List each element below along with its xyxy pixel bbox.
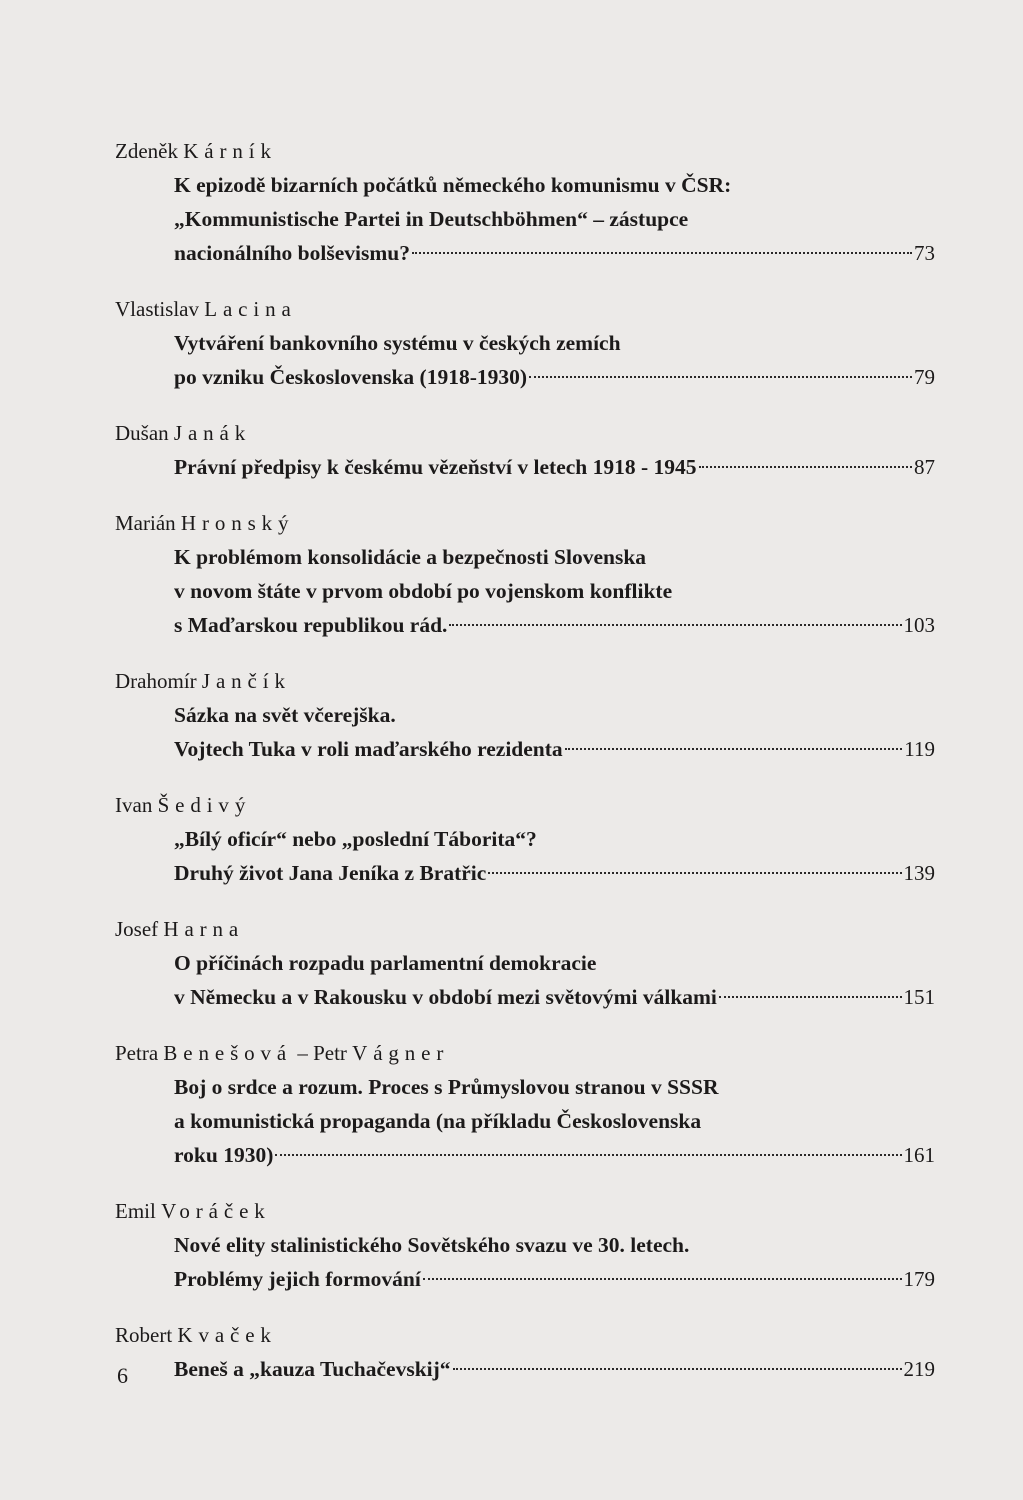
author-surname: Kvaček <box>177 1323 277 1347</box>
title-line: roku 1930) <box>174 1143 274 1167</box>
author-first-name: Petra <box>115 1041 159 1065</box>
title-line: O příčinách rozpadu parlamentní demokracie <box>174 951 597 975</box>
title-line: Druhý život Jana Jeníka z Bratřic <box>174 861 487 885</box>
page-reference: 139 <box>903 861 935 885</box>
page-reference: 87 <box>914 455 935 479</box>
author-surname: Benešová <box>163 1041 293 1065</box>
author-surname: Harna <box>163 917 245 941</box>
author-name <box>115 134 935 168</box>
title-line: „Bílý oficír“ nebo „poslední Táborita“? <box>174 827 537 851</box>
author-surname: Voráček <box>161 1199 271 1223</box>
author-name <box>115 788 935 822</box>
author-surname: Hronský <box>180 511 295 535</box>
chapter-title <box>174 540 935 642</box>
author-first-name: Ivan <box>115 793 153 817</box>
dot-leader <box>488 872 901 874</box>
toc-entry <box>115 134 935 270</box>
title-line: Právní předpisy k českému vězeňství v letech 1918 - 1945 <box>174 455 697 479</box>
title-line: K problémom konsolidácie a bezpečnosti Slovenska <box>174 545 647 569</box>
title-line: nacionálního bolševismu? <box>174 241 410 265</box>
author-surname: Jančík <box>201 669 291 693</box>
title-line: v novom štáte v prvom období po vojenskom konflikte <box>174 579 673 603</box>
title-line: Vojtech Tuka v roli maďarského rezidenta <box>174 737 563 761</box>
title-line: po vzniku Československa (1918-1930) <box>174 365 528 389</box>
title-line: „Kommunistische Partei in Deutschböhmen“ – zástupce <box>174 207 689 231</box>
page-reference: 151 <box>903 985 935 1009</box>
title-line: a komunistická propaganda (na příkladu Československa <box>174 1109 702 1133</box>
author-first-name: Josef <box>115 917 159 941</box>
toc-entry <box>115 506 935 642</box>
page-reference: 219 <box>903 1357 935 1381</box>
chapter-title <box>174 1228 935 1296</box>
author-name <box>115 1318 935 1352</box>
title-line-with-page <box>174 1138 935 1172</box>
author-first-name: Dušan <box>115 421 169 445</box>
title-line: Vytváření bankovního systému v českých zemích <box>174 331 621 355</box>
toc-entry <box>115 788 935 890</box>
title-line: v Německu a v Rakousku v období mezi světovými válkami <box>174 985 717 1009</box>
title-line-with-page <box>174 732 935 766</box>
dot-leader <box>529 376 912 378</box>
title-line-with-page <box>174 236 935 270</box>
page-reference: 73 <box>914 241 935 265</box>
title-line: s Maďarskou republikou rád. <box>174 613 448 637</box>
author-name <box>115 506 935 540</box>
toc-entry <box>115 664 935 766</box>
title-line: Boj o srdce a rozum. Proces s Průmyslovou stranou v SSSR <box>174 1075 719 1099</box>
author-name <box>115 912 935 946</box>
chapter-title <box>174 326 935 394</box>
page-reference: 79 <box>914 365 935 389</box>
toc-entry <box>115 1194 935 1296</box>
chapter-title <box>174 450 935 484</box>
author-first-name: Emil <box>115 1199 156 1223</box>
title-line: Sázka na svět včerejška. <box>174 703 396 727</box>
author-first-name: Vlastislav <box>115 297 199 321</box>
title-line: Problémy jejich formování <box>174 1267 421 1291</box>
title-line: Nové elity stalinistického Sovětského svazu ve 30. letech. <box>174 1233 690 1257</box>
title-line-with-page <box>174 360 935 394</box>
author-surname: Šedivý <box>157 793 252 817</box>
title-line-with-page <box>174 980 935 1014</box>
author-first-name: Robert <box>115 1323 173 1347</box>
dot-leader <box>412 252 912 254</box>
title-line-with-page <box>174 1352 935 1386</box>
chapter-title <box>174 168 935 270</box>
dot-leader <box>423 1278 902 1280</box>
toc-entry <box>115 1036 935 1172</box>
dot-leader <box>453 1368 902 1370</box>
dot-leader <box>719 996 902 998</box>
author-surname: Janák <box>173 421 252 445</box>
title-line-with-page <box>174 608 935 642</box>
toc-entry <box>115 912 935 1014</box>
title-line-with-page <box>174 856 935 890</box>
page-reference: 179 <box>903 1267 935 1291</box>
author-name <box>115 416 935 450</box>
author-surname: Lacina <box>204 297 297 321</box>
title-line: K epizodě bizarních počátků německého komunismu v ČSR: <box>174 173 732 197</box>
author-first-name: Petr <box>313 1041 347 1065</box>
author-name <box>115 1194 935 1228</box>
dot-leader <box>449 624 901 626</box>
author-first-name: Drahomír <box>115 669 197 693</box>
page-reference: 119 <box>904 737 935 761</box>
author-surname: Kárník <box>183 139 277 163</box>
toc-entry <box>115 416 935 484</box>
chapter-title <box>174 698 935 766</box>
chapter-title <box>174 1070 935 1172</box>
toc-entry <box>115 1318 935 1386</box>
toc-entry <box>115 292 935 394</box>
chapter-title <box>174 1352 935 1386</box>
author-name <box>115 292 935 326</box>
title-line-with-page <box>174 1262 935 1296</box>
title-line-with-page <box>174 450 935 484</box>
page-reference: 103 <box>903 613 935 637</box>
author-name <box>115 664 935 698</box>
dot-leader <box>565 748 903 750</box>
table-of-contents <box>115 134 935 1408</box>
dot-leader <box>275 1154 901 1156</box>
page-number: 6 <box>117 1363 128 1388</box>
page-reference: 161 <box>903 1143 935 1167</box>
title-line: Beneš a „kauza Tuchačevskij“ <box>174 1357 451 1381</box>
author-name: Petra Benešová – Petr Vágner <box>115 1041 450 1065</box>
dot-leader <box>699 466 912 468</box>
author-first-name: Zdeněk <box>115 139 178 163</box>
author-first-name: Marián <box>115 511 176 535</box>
chapter-title <box>174 822 935 890</box>
chapter-title <box>174 946 935 1014</box>
author-surname: Vágner <box>352 1041 450 1065</box>
